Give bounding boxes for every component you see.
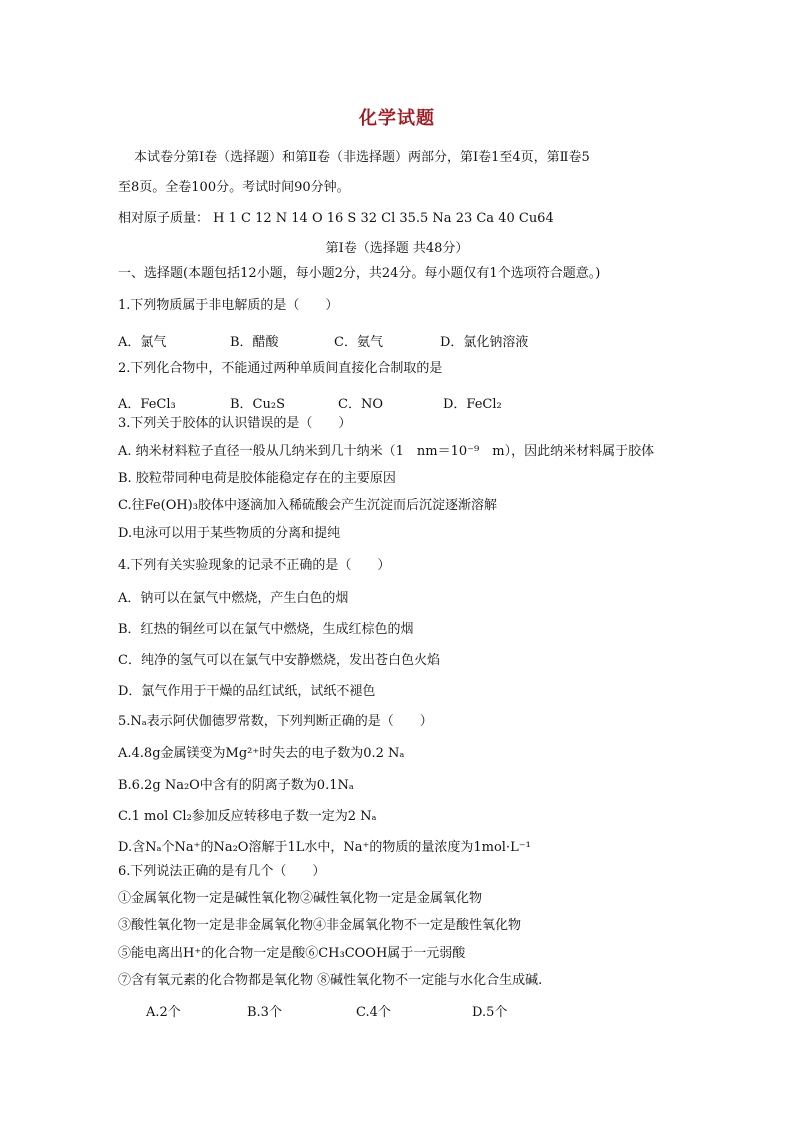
question-2-option-c: C．NO bbox=[338, 397, 383, 412]
question-6-stem: 6.下列说法正确的是有几个（ ） bbox=[118, 864, 326, 879]
question-3-option-d: D.电泳可以用于某些物质的分离和提纯 bbox=[118, 526, 341, 541]
question-2-stem: 2.下列化合物中，不能通过两种单质间直接化合制取的是 bbox=[118, 361, 443, 376]
intro-text-line-2: 至8页。全卷100分。考试时间90分钟。 bbox=[118, 180, 350, 195]
question-6-statements-7-8: ⑦含有氧元素的化合物都是氧化物 ⑧碱性氧化物不一定能与水化合生成碱. bbox=[118, 973, 543, 988]
question-6-statements-3-4: ③酸性氧化物一定是非金属氧化物④非金属氧化物不一定是酸性氧化物 bbox=[118, 918, 522, 933]
atomic-masses: 相对原子质量： H 1 C 12 N 14 O 16 S 32 Cl 35.5 Na 23 Ca 40 Cu64 bbox=[118, 211, 554, 226]
section-instruction: 一、选择题(本题包括12小题，每小题2分，共24分。每小题仅有1个选项符合题意。) bbox=[118, 266, 601, 281]
question-1-option-c: C．氨气 bbox=[334, 335, 383, 350]
question-4-option-a: A．钠可以在氯气中燃烧，产生白色的烟 bbox=[118, 591, 349, 606]
question-6-statements-5-6: ⑤能电离出H⁺的化合物一定是酸⑥CH₃COOH属于一元弱酸 bbox=[118, 946, 466, 961]
section-title: 第Ⅰ卷（选择题 共48分） bbox=[325, 241, 469, 256]
question-5-option-a: A.4.8g金属镁变为Mg²⁺时失去的电子数为0.2 Nₐ bbox=[118, 746, 405, 761]
question-3-option-a: A. 纳米材料粒子直径一般从几纳米到几十纳米（1 nm＝10⁻⁹ m），因此纳米材料属于胶体 bbox=[118, 444, 655, 459]
question-2-option-d: D．FeCl₂ bbox=[443, 397, 502, 412]
question-3-option-c: C.往Fe(OH)₃胶体中逐滴加入稀硫酸会产生沉淀而后沉淀逐渐溶解 bbox=[118, 498, 497, 513]
question-5-stem: 5.Nₐ表示阿伏伽德罗常数，下列判断正确的是（ ） bbox=[118, 714, 433, 729]
question-3-stem: 3.下列关于胶体的认识错误的是（ ） bbox=[118, 416, 352, 431]
intro-text-line-1: 本试卷分第Ⅰ卷（选择题）和第Ⅱ卷（非选择题）两部分，第Ⅰ卷1至4页，第Ⅱ卷5 bbox=[134, 150, 590, 165]
question-6-option-c: C.4个 bbox=[356, 1005, 391, 1020]
question-2-option-a: A．FeCl₃ bbox=[118, 397, 176, 412]
question-6-option-d: D.5个 bbox=[472, 1005, 508, 1020]
question-2-option-b: B．Cu₂S bbox=[230, 397, 285, 412]
question-1-option-a: A．氯气 bbox=[118, 335, 167, 350]
question-5-option-d: D.含Nₐ个Na⁺的Na₂O溶解于1L水中，Na⁺的物质的量浓度为1mol·L⁻¹ bbox=[118, 840, 531, 855]
question-1-stem: 1.下列物质属于非电解质的是（ ） bbox=[118, 298, 339, 313]
question-1-option-b: B．醋酸 bbox=[230, 335, 279, 350]
question-4-option-d: D．氯气作用于干燥的品红试纸，试纸不褪色 bbox=[118, 684, 376, 699]
question-1-option-d: D．氯化钠溶液 bbox=[440, 335, 529, 350]
question-5-option-b: B.6.2g Na₂O中含有的阴离子数为0.1Nₐ bbox=[118, 778, 354, 793]
question-4-stem: 4.下列有关实验现象的记录不正确的是（ ） bbox=[118, 558, 391, 573]
page-title: 化学试题 bbox=[359, 108, 435, 129]
question-4-option-c: C．纯净的氢气可以在氯气中安静燃烧，发出苍白色火焰 bbox=[118, 653, 440, 668]
question-5-option-c: C.1 mol Cl₂参加反应转移电子数一定为2 Nₐ bbox=[118, 809, 377, 824]
question-3-option-b: B. 胶粒带同种电荷是胶体能稳定存在的主要原因 bbox=[118, 471, 396, 486]
question-4-option-b: B．红热的铜丝可以在氯气中燃烧，生成红棕色的烟 bbox=[118, 622, 414, 637]
question-6-statements-1-2: ①金属氧化物一定是碱性氧化物②碱性氧化物一定是金属氧化物 bbox=[118, 891, 483, 906]
question-6-option-b: B.3个 bbox=[247, 1005, 282, 1020]
question-6-option-a: A.2个 bbox=[146, 1005, 181, 1020]
